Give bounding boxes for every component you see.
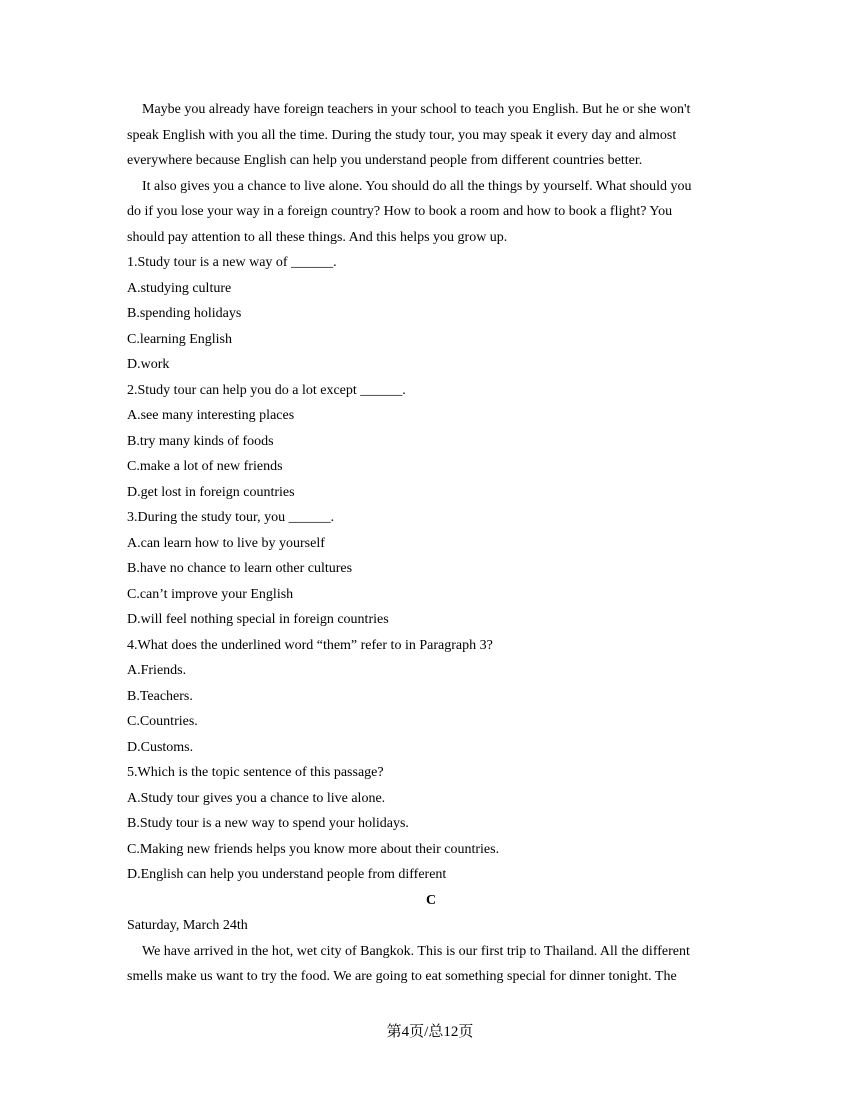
question-option: C.make a lot of new friends xyxy=(127,459,283,474)
passage-line: smells make us want to try the food. We are going to eat something special for dinner tonight. The xyxy=(127,969,677,984)
question-option: A.can learn how to live by yourself xyxy=(127,535,325,551)
question-option: B.Study tour is a new way to spend your holidays. xyxy=(127,816,409,831)
passage-line: It also gives you a chance to live alone. You should do all the things by yourself. What should you xyxy=(142,178,692,194)
passage-line: do if you lose your way in a foreign country? How to book a room and how to book a flight? You xyxy=(127,204,673,219)
diary-date: Saturday, March 24th xyxy=(127,918,248,933)
question-option: C.can’t improve your English xyxy=(127,586,294,602)
section-heading: C xyxy=(425,892,437,908)
passage-line: everywhere because English can help you understand people from different countries better. xyxy=(127,153,643,168)
question-stem: 1.Study tour is a new way of ______. xyxy=(127,255,337,270)
question-stem: 2.Study tour can help you do a lot except ______. xyxy=(127,382,406,398)
passage-line: Maybe you already have foreign teachers in your school to teach you English. But he or she won't xyxy=(142,102,691,117)
question-option: D.Customs. xyxy=(127,739,194,755)
question-stem: 3.During the study tour, you ______. xyxy=(127,510,335,525)
question-option: D.English can help you understand people from different xyxy=(127,867,447,882)
question-option: A.studying culture xyxy=(127,280,232,296)
question-option: A.see many interesting places xyxy=(127,408,295,423)
question-option: C.learning English xyxy=(127,331,232,347)
question-option: B.try many kinds of foods xyxy=(127,433,274,449)
question-option: D.will feel nothing special in foreign countries xyxy=(127,612,389,627)
question-option: C.Making new friends helps you know more about their countries. xyxy=(127,841,500,857)
question-option: A.Friends. xyxy=(127,663,187,678)
question-stem: 4.What does the underlined word “them” refer to in Paragraph 3? xyxy=(127,637,493,653)
page-number: 第4页/总12页 xyxy=(386,1024,474,1040)
question-option: D.work xyxy=(127,357,170,372)
question-stem: 5.Which is the topic sentence of this passage? xyxy=(127,765,384,780)
passage-line: speak English with you all the time. During the study tour, you may speak it every day and almost xyxy=(127,127,677,143)
question-option: D.get lost in foreign countries xyxy=(127,484,295,500)
question-option: C.Countries. xyxy=(127,714,198,729)
question-option: B.have no chance to learn other cultures xyxy=(127,561,353,576)
passage-line: should pay attention to all these things. And this helps you grow up. xyxy=(127,229,508,245)
document-page xyxy=(127,97,735,990)
question-option: B.Teachers. xyxy=(127,688,193,704)
question-option: B.spending holidays xyxy=(127,306,242,321)
passage-line: We have arrived in the hot, wet city of Bangkok. This is our first trip to Thailand. All the different xyxy=(142,943,690,959)
question-option: A.Study tour gives you a chance to live alone. xyxy=(127,790,386,806)
